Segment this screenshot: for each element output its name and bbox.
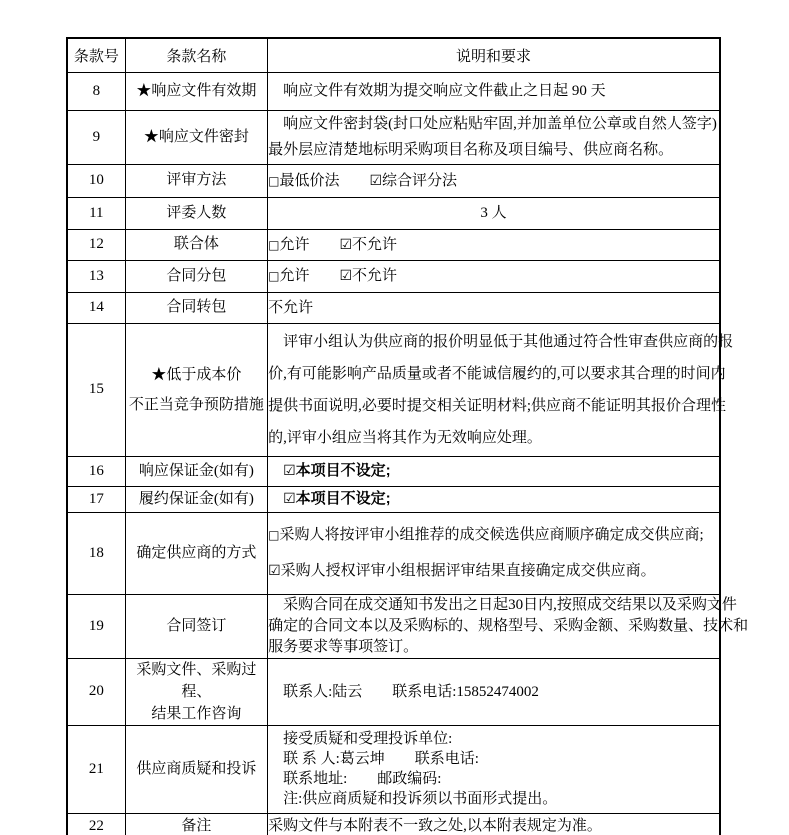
clause-name-line: 供应商质疑和投诉 [136, 760, 257, 777]
clause-description [268, 197, 720, 229]
clause-number: 21 [67, 725, 125, 813]
clause-name [125, 512, 267, 594]
content-line [268, 815, 719, 835]
checkbox-checked-icon: ☑ [339, 268, 353, 284]
clause-number: 9 [67, 110, 125, 164]
checkbox-checked-icon: ☑ [283, 463, 296, 479]
clause-name-line: 履约保证金(如有) [138, 490, 254, 507]
text-segment: 的,评审小组应当将其作为无效响应处理。 [268, 429, 542, 446]
clause-name [125, 110, 267, 164]
text-segment: 服务要求等事项签订。 [268, 638, 419, 655]
text-segment: 不允许 [352, 268, 398, 284]
clause-name [125, 229, 267, 260]
text-segment: 价,有可能影响产品质量或者不能诚信履约的,可以要求其合理的时间内 [268, 365, 726, 382]
text-segment: 采购合同在成交通知书发出之日起30日内,按照成交结果以及采购文件 [268, 596, 737, 613]
clause-name [125, 164, 267, 197]
clause-name-line: ★响应文件密封 [143, 128, 249, 145]
clause-number: 15 [67, 323, 125, 456]
clause-number: 16 [67, 456, 125, 486]
terms-table [66, 37, 749, 835]
text-segment: 响应文件密封袋(封口处应粘贴牢固,并加盖单位公章或自然人签字) [268, 116, 717, 132]
text-segment [268, 490, 283, 507]
text-segment: 不允许 [268, 299, 314, 316]
clause-description [268, 72, 720, 110]
text-segment: 本项目不设定; [295, 462, 391, 479]
column-header-clause-no: 条款号 [67, 38, 125, 72]
text-segment: 评审小组认为供应商的报价明显低于其他通过符合性审查供应商的报 [268, 333, 734, 350]
clause-number: 8 [67, 72, 125, 110]
clause-number: 12 [67, 229, 125, 260]
text-segment: 联 系 人:葛云坤 联系电话: [268, 751, 479, 767]
clause-name-line: 评委人数 [166, 204, 227, 221]
clause-name-line: ★响应文件有效期 [136, 82, 257, 99]
content-line [268, 488, 719, 510]
content-line [268, 326, 734, 358]
table-row [67, 197, 720, 229]
content-line [268, 789, 719, 809]
table-header [67, 38, 720, 72]
clause-number: 20 [67, 658, 125, 725]
checkbox-unchecked-icon: □ [268, 269, 280, 283]
column-header-clause-name: 条款名称 [125, 38, 267, 72]
clause-name [125, 594, 267, 658]
table-row [67, 164, 720, 197]
checkbox-unchecked-icon: □ [268, 237, 280, 252]
header-row [67, 38, 720, 72]
table-row [67, 229, 720, 260]
clause-name [125, 260, 267, 292]
clause-name-line: 评审方法 [166, 172, 227, 188]
table-row [67, 456, 720, 486]
content-line [268, 390, 727, 422]
content-line [268, 769, 719, 789]
table-row [67, 813, 720, 835]
clause-name [125, 725, 267, 813]
text-segment: 接受质疑和受理投诉单位: [268, 731, 453, 747]
content-line [268, 681, 719, 703]
clause-description [268, 594, 749, 658]
clause-description [268, 110, 720, 164]
clause-number: 14 [67, 292, 125, 323]
table-row [67, 260, 720, 292]
text-segment: 不允许 [352, 236, 398, 253]
content-line [268, 297, 719, 319]
checkbox-unchecked-icon: □ [268, 528, 280, 542]
column-header-description: 说明和要求 [268, 38, 720, 72]
text-segment: 响应文件有效期为提交响应文件截止之日起 90 天 [268, 83, 606, 99]
checkbox-checked-icon: ☑ [369, 172, 383, 189]
clause-description [268, 658, 720, 725]
clause-name [125, 456, 267, 486]
table-row [67, 72, 720, 110]
text-segment [268, 462, 283, 479]
content-line [268, 595, 737, 616]
clause-name-line: 备注 [181, 817, 212, 834]
terms-table-body [67, 72, 749, 835]
clause-description [268, 486, 720, 512]
content-line [268, 80, 719, 102]
content-line [268, 729, 719, 749]
content-line [268, 170, 719, 192]
table-row [67, 594, 720, 658]
clause-name-line: 采购文件、采购过程、 [136, 661, 257, 700]
clause-name-line: ★低于成本价 [151, 366, 242, 383]
clause-number: 10 [67, 164, 125, 197]
clause-name [125, 323, 267, 456]
table-row [67, 725, 720, 813]
clause-name-line: 合同转包 [166, 299, 227, 315]
table-row [67, 110, 720, 164]
clause-name [125, 72, 267, 110]
table-row [67, 292, 720, 323]
clause-number: 22 [67, 813, 125, 835]
table-row [67, 323, 720, 456]
clause-description [268, 512, 720, 594]
text-segment: 最低价法 [279, 172, 340, 189]
clause-name-line: 结果工作咨询 [151, 705, 242, 722]
content-line [268, 637, 719, 658]
text-segment: 采购文件与本附表不一致之处,以本附表规定为准。 [268, 818, 602, 834]
content-line [268, 460, 719, 482]
checkbox-unchecked-icon: □ [268, 173, 280, 188]
clause-description [268, 725, 720, 813]
content-line [268, 422, 719, 454]
content-line [268, 202, 719, 224]
clause-description [268, 323, 734, 456]
clause-name-line: 不正当竞争预防措施 [128, 396, 264, 413]
content-line [268, 517, 719, 553]
content-line [268, 137, 719, 163]
text-segment: 确定的合同文本以及采购标的、规格型号、采购金额、采购数量、技术和 [268, 617, 749, 634]
text-segment: 最外层应清楚地标明采购项目名称及项目编号、供应商名称。 [268, 142, 674, 158]
table-row [67, 658, 720, 725]
content-line [268, 265, 719, 287]
text-segment: 采购人将按评审小组推荐的成交候选供应商顺序确定成交供应商; [279, 527, 704, 543]
clause-number: 19 [67, 594, 125, 658]
clause-name-line: 联合体 [173, 236, 219, 252]
clause-name [125, 813, 267, 835]
text-segment: 联系地址: 邮政编码: [268, 771, 442, 787]
text-segment: 注:供应商质疑和投诉须以书面形式提出。 [268, 791, 558, 807]
checkbox-checked-icon: ☑ [268, 563, 281, 579]
clause-description [268, 229, 720, 260]
clause-name [125, 486, 267, 512]
table-row [67, 486, 720, 512]
clause-name-line: 响应保证金(如有) [138, 462, 254, 479]
clause-number: 13 [67, 260, 125, 292]
content-line [268, 553, 719, 589]
text-segment: 综合评分法 [382, 172, 458, 189]
content-line [268, 358, 726, 390]
clause-name-line: 合同分包 [166, 267, 227, 284]
clause-name [125, 292, 267, 323]
text-segment: 联系人:陆云 联系电话:15852474002 [268, 683, 539, 700]
content-line [268, 111, 719, 137]
table-row [67, 512, 720, 594]
clause-description [268, 260, 720, 292]
text-segment: 允许 [279, 236, 310, 253]
checkbox-checked-icon: ☑ [339, 236, 353, 253]
clause-name [125, 658, 267, 725]
text-segment: 本项目不设定; [295, 490, 391, 507]
clause-name [125, 197, 267, 229]
clause-number: 11 [67, 197, 125, 229]
clause-description [268, 813, 720, 835]
content-line [268, 749, 719, 769]
clause-description [268, 292, 720, 323]
clause-name-line: 确定供应商的方式 [136, 544, 257, 561]
checkbox-checked-icon: ☑ [283, 491, 296, 507]
text-segment: 允许 [279, 268, 310, 284]
content-line [268, 616, 749, 637]
clause-description [268, 164, 720, 197]
content-line [268, 234, 719, 256]
text-segment: 3 人 [480, 205, 507, 221]
clause-name-line: 合同签订 [166, 617, 227, 634]
clause-number: 17 [67, 486, 125, 512]
clause-number: 18 [67, 512, 125, 594]
clause-description [268, 456, 720, 486]
text-segment: 提供书面说明,必要时提交相关证明材料;供应商不能证明其报价合理性 [268, 397, 727, 414]
text-segment: 采购人授权评审小组根据评审结果直接确定成交供应商。 [280, 563, 656, 579]
